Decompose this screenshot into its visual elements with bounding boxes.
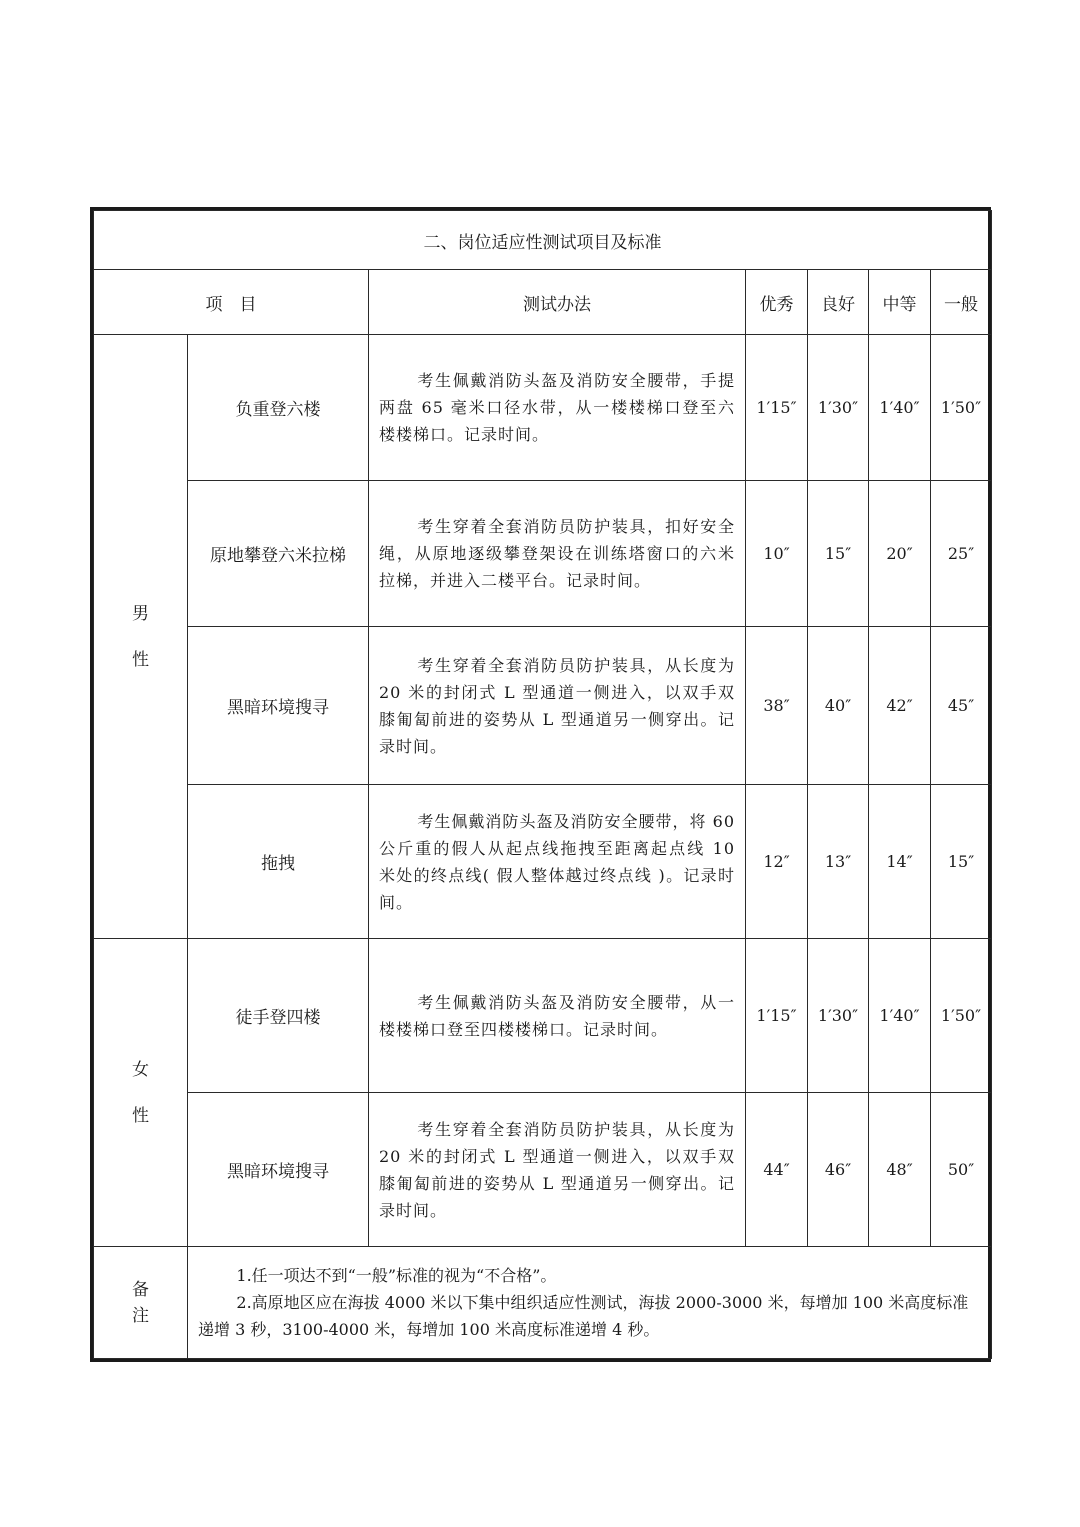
test-method: 考生佩戴消防头盔及消防安全腰带，从一楼楼梯口登至四楼楼梯口。记录时间。 [369,939,746,1093]
gender-char: 男 [132,603,149,624]
gender-char: 性 [132,1105,149,1126]
score-good: 15″ [808,481,869,627]
score-general: 50″ [931,1093,992,1247]
score-excellent: 10″ [746,481,808,627]
item-name: 拖拽 [188,785,369,939]
header-medium: 中等 [869,270,931,335]
item-name: 徒手登四楼 [188,939,369,1093]
score-medium: 20″ [869,481,931,627]
standards-table-frame [90,207,991,1362]
header-excellent: 优秀 [746,270,808,335]
test-method: 考生穿着全套消防员防护装具，扣好安全绳，从原地逐级攀登架设在训练塔窗口的六米拉梯，并进入二楼平台。记录时间。 [369,481,746,627]
standards-table [93,210,992,1359]
header-method: 测试办法 [369,270,746,335]
header-general: 一般 [931,270,992,335]
score-general: 1′50″ [931,939,992,1093]
table-title: 二、岗位适应性测试项目及标准 [94,211,992,270]
gender-char: 女 [132,1059,149,1080]
item-name: 黑暗环境搜寻 [188,1093,369,1247]
header-item: 项 目 [94,270,369,335]
score-excellent: 44″ [746,1093,808,1247]
score-medium: 42″ [869,627,931,785]
score-medium: 1′40″ [869,335,931,481]
score-good: 40″ [808,627,869,785]
gender-male-cell [94,335,188,939]
item-name: 原地攀登六米拉梯 [188,481,369,627]
table-row [94,481,992,627]
score-good: 1′30″ [808,335,869,481]
score-general: 25″ [931,481,992,627]
score-excellent: 38″ [746,627,808,785]
score-good: 13″ [808,785,869,939]
table-row [94,785,992,939]
score-good: 1′30″ [808,939,869,1093]
notes-label-char: 注 [132,1305,149,1326]
gender-char: 性 [132,649,149,670]
score-general: 45″ [931,627,992,785]
test-method: 考生穿着全套消防员防护装具，从长度为 20 米的封闭式 L 型通道一侧进入，以双手双膝匍匐前进的姿势从 L 型通道另一侧穿出。记录时间。 [369,1093,746,1247]
score-medium: 48″ [869,1093,931,1247]
item-name: 负重登六楼 [188,335,369,481]
notes-label-cell [94,1247,188,1359]
table-row [94,627,992,785]
table-row [94,939,992,1093]
item-name: 黑暗环境搜寻 [188,627,369,785]
gender-female-cell [94,939,188,1247]
note-line: 1.任一项达不到“一般”标准的视为“不合格”。 [236,1266,557,1285]
score-medium: 1′40″ [869,939,931,1093]
score-good: 46″ [808,1093,869,1247]
score-excellent: 1′15″ [746,939,808,1093]
score-general: 1′50″ [931,335,992,481]
test-method: 考生穿着全套消防员防护装具，从长度为 20 米的封闭式 L 型通道一侧进入，以双手双膝匍匐前进的姿势从 L 型通道另一侧穿出。记录时间。 [369,627,746,785]
score-excellent: 12″ [746,785,808,939]
note-line: 2.高原地区应在海拔 4000 米以下集中组织适应性测试，海拔 2000-3000 米，每增加 100 米高度标准递增 3 秒，3100-4000 米，每增加 100 米高度标准递增 4 秒。 [198,1293,969,1339]
header-good: 良好 [808,270,869,335]
table-row [94,1093,992,1247]
score-excellent: 1′15″ [746,335,808,481]
test-method: 考生佩戴消防头盔及消防安全腰带，手提两盘 65 毫米口径水带，从一楼楼梯口登至六楼楼梯口。记录时间。 [369,335,746,481]
table-row [94,335,992,481]
test-method: 考生佩戴消防头盔及消防安全腰带，将 60 公斤重的假人从起点线拖拽至距离起点线 10 米处的终点线( 假人整体越过终点线 )。记录时间。 [369,785,746,939]
notes-label-char: 备 [132,1279,149,1300]
score-medium: 14″ [869,785,931,939]
score-general: 15″ [931,785,992,939]
notes-body [188,1247,992,1359]
notes-row [94,1247,992,1359]
